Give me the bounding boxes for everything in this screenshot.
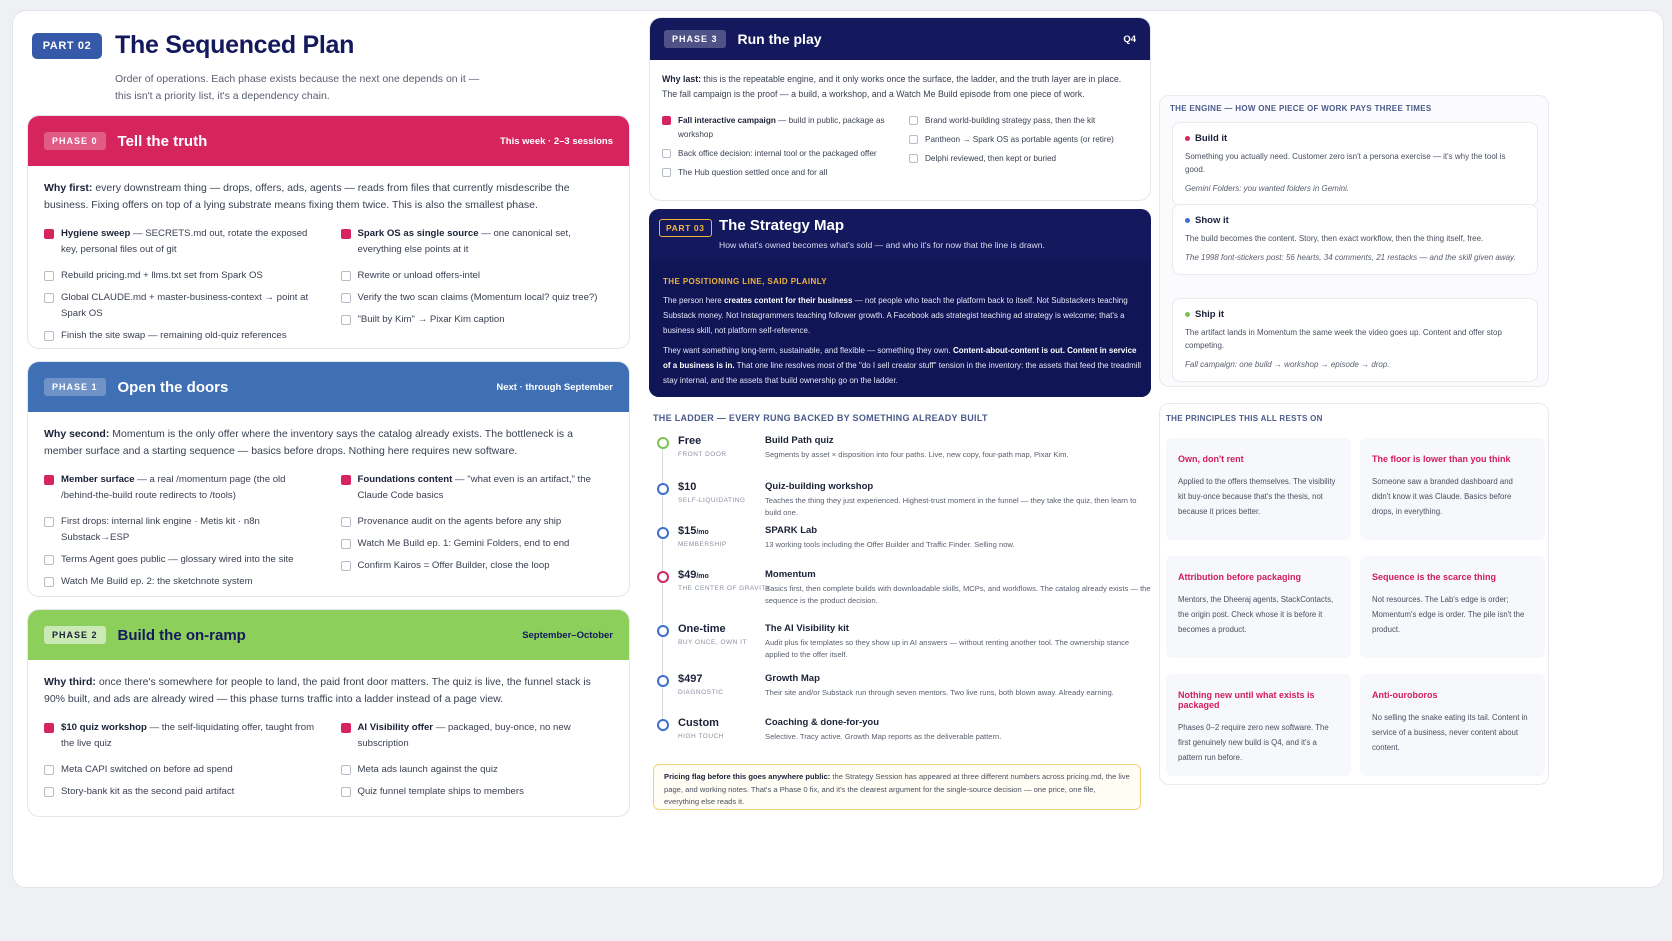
checklist-item[interactable] bbox=[44, 472, 317, 504]
checklist-item-text: AI Visibility offer — packaged, buy-once, no new subscription bbox=[357, 722, 571, 749]
checklist-item[interactable] bbox=[341, 268, 614, 284]
rung-name: The AI Visibility kit bbox=[765, 623, 849, 634]
checkbox-icon[interactable] bbox=[44, 765, 54, 775]
bullet-dot-icon bbox=[1185, 218, 1190, 223]
ladder-rung bbox=[653, 435, 1153, 485]
phase-title: Build the on-ramp bbox=[117, 626, 246, 644]
checklist-item-text: Member surface — a real /momentum page (the old /behind-the-build route redirects to /tools) bbox=[61, 474, 286, 501]
rung-price: $49/mo bbox=[678, 569, 709, 581]
checklist-item-text: Brand world-building strategy pass, then the kit bbox=[925, 116, 1096, 125]
principle-card bbox=[1360, 556, 1545, 658]
checklist-item-text: $10 quiz workshop — the self-liquidating offer, taught from the live quiz bbox=[61, 722, 315, 749]
right-checklist bbox=[341, 720, 614, 806]
positioning-paragraph-1: The person here creates content for their business — not people who teach the platform back to itself. Not Substackers teaching Substack money. Not Instagrammers teaching follower growth. A Facebook ads strategist teaching ad strategy is welcome; that's a business skill, not platform self-reference. bbox=[663, 296, 1128, 335]
checklist-item[interactable] bbox=[341, 514, 614, 530]
rung-description: Segments by asset × disposition into four paths. Live, new copy, four-path map, Pixar Kim. bbox=[765, 450, 1069, 459]
principle-card bbox=[1360, 674, 1545, 776]
checklist-item[interactable] bbox=[341, 472, 614, 504]
principles-label: THE PRINCIPLES THIS ALL RESTS ON bbox=[1166, 414, 1323, 423]
checklist-item[interactable] bbox=[341, 312, 614, 328]
principle-card bbox=[1360, 438, 1545, 540]
checklist-item-text: Watch Me Build ep. 2: the sketchnote system bbox=[61, 576, 253, 587]
rung-subtitle: FRONT DOOR bbox=[678, 451, 727, 458]
checklist-item[interactable] bbox=[341, 720, 614, 752]
principle-description: Someone saw a branded dashboard and didn't know it was Claude. Basics before drops, in everything. bbox=[1372, 477, 1513, 516]
principle-title: Own, don't rent bbox=[1178, 454, 1244, 464]
ladder bbox=[653, 435, 1153, 765]
part-tag: PART 02 bbox=[32, 33, 102, 59]
checklist-item-text: Verify the two scan claims (Momentum local? quiz tree?) bbox=[357, 292, 598, 303]
phase-why: Why second: Momentum is the only offer where the inventory says the catalog already exists. The bottleneck is a member surface and a starting sequence — basics before drops. Nothing here requires new software. bbox=[44, 428, 573, 457]
rung-description: Teaches the thing they just experienced. Highest-trust moment in the funnel — they take the quiz, then learn to build one. bbox=[765, 496, 1137, 517]
checklist-item-text: Foundations content — "what even is an artifact," the Claude Code basics bbox=[357, 474, 591, 501]
checkbox-icon[interactable] bbox=[44, 577, 54, 587]
checkbox-icon[interactable] bbox=[341, 315, 351, 325]
engine-label: THE ENGINE — HOW ONE PIECE OF WORK PAYS THREE TIMES bbox=[1170, 104, 1432, 113]
rung-price: One-time bbox=[678, 623, 726, 635]
ladder-rung bbox=[653, 525, 1153, 575]
checklist-item[interactable] bbox=[662, 166, 891, 180]
principle-title: The floor is lower than you think bbox=[1372, 454, 1511, 464]
ladder-label: THE LADDER — EVERY RUNG BACKED BY SOMETHING ALREADY BUILT bbox=[653, 413, 988, 423]
rung-circle-icon bbox=[657, 625, 669, 637]
rung-description: Audit plus fix templates so they show up in AI answers — without renting another tool. The ownership stance applied to the offer itself. bbox=[765, 638, 1130, 659]
engine-step-description: The artifact lands in Momentum the same week the video goes up. Content and offer stop competing. bbox=[1185, 328, 1502, 350]
checklist-item-text: Provenance audit on the agents before any ship bbox=[357, 516, 562, 527]
principle-card bbox=[1166, 438, 1351, 540]
principle-title: Nothing new until what exists is packaged bbox=[1178, 690, 1315, 710]
engine-step-description: The build becomes the content. Story, then exact workflow, then the thing itself, free. bbox=[1185, 234, 1484, 243]
checklist-item-text: Story-bank kit as the second paid artifact bbox=[61, 786, 235, 797]
checkbox-filled-icon[interactable] bbox=[44, 229, 54, 239]
principle-description: Mentors, the Dheeraj agents, StackContacts, the origin post. Check whose it is before it becomes a product. bbox=[1178, 595, 1334, 634]
checkbox-icon[interactable] bbox=[909, 154, 918, 163]
checkbox-icon[interactable] bbox=[341, 787, 351, 797]
bullet-dot-icon bbox=[1185, 136, 1190, 141]
checkbox-icon[interactable] bbox=[341, 765, 351, 775]
checkbox-icon[interactable] bbox=[341, 293, 351, 303]
engine-step bbox=[1172, 122, 1538, 206]
rung-name: Growth Map bbox=[765, 673, 820, 684]
checklist-item[interactable] bbox=[44, 268, 317, 284]
checkbox-icon[interactable] bbox=[662, 149, 671, 158]
phase-2-card bbox=[27, 609, 630, 817]
phase-when: September–October bbox=[522, 629, 613, 641]
checklist-item-text: Pantheon → Spark OS as portable agents (or retire) bbox=[925, 135, 1114, 144]
positioning-paragraph-2: They want something long-term, sustainable, and flexible — something they own. Content-about-content is out. Content in service of a business is in. That one line resolves most of the "do I sell creator stuff" tension in the inventory: the assets that feed the treadmill stay internal, and the assets that build ownership go on the ladder. bbox=[663, 346, 1142, 385]
phase-3-header bbox=[650, 18, 1150, 60]
phase-1-card bbox=[27, 361, 630, 597]
page-subtitle: Order of operations. Each phase exists because the next one depends on it — this isn't a priority list, it's a dependency chain. bbox=[115, 73, 480, 102]
checklist-item[interactable] bbox=[341, 226, 614, 258]
checklist-item[interactable] bbox=[909, 152, 1138, 166]
rung-circle-icon bbox=[657, 527, 669, 539]
left-checklist bbox=[44, 472, 317, 596]
checkbox-filled-icon[interactable] bbox=[44, 475, 54, 485]
rung-price: $15/mo bbox=[678, 525, 709, 537]
ladder-rung bbox=[653, 569, 1153, 619]
engine-step-title: Build it bbox=[1195, 133, 1228, 144]
ladder-rung bbox=[653, 481, 1153, 531]
checkbox-icon[interactable] bbox=[341, 539, 351, 549]
checklist-item[interactable] bbox=[44, 574, 317, 590]
checklist-item[interactable] bbox=[662, 114, 891, 142]
engine-step-example: The 1998 font-stickers post: 56 hearts, 34 comments, 21 restacks — and the skill given away. bbox=[1185, 253, 1516, 262]
phase-tag: PHASE 0 bbox=[44, 132, 106, 150]
phase-title: Open the doors bbox=[117, 378, 229, 396]
checkbox-icon[interactable] bbox=[341, 517, 351, 527]
checklist-item-text: Terms Agent goes public — glossary wired into the site bbox=[61, 554, 294, 565]
rung-circle-icon bbox=[657, 437, 669, 449]
checklist-item-text: Rewrite or unload offers-intel bbox=[357, 270, 480, 281]
checkbox-icon[interactable] bbox=[44, 331, 54, 341]
rung-name: Quiz-building workshop bbox=[765, 481, 874, 492]
checkbox-filled-icon[interactable] bbox=[44, 723, 54, 733]
principle-card bbox=[1166, 556, 1351, 658]
checklist-item[interactable] bbox=[44, 720, 317, 752]
strategy-subtitle: How what's owned becomes what's sold — and who it's for now that the line is drawn. bbox=[719, 240, 1045, 250]
phase-1-header bbox=[28, 362, 629, 412]
rung-name: Momentum bbox=[765, 569, 816, 580]
rung-price: $497 bbox=[678, 673, 703, 685]
principle-title: Attribution before packaging bbox=[1178, 572, 1302, 582]
checkbox-icon[interactable] bbox=[44, 517, 54, 527]
checklist-item[interactable] bbox=[44, 514, 317, 546]
checklist-item-text: Confirm Kairos = Offer Builder, close the loop bbox=[357, 560, 550, 571]
rung-subtitle: THE CENTER OF GRAVITY bbox=[678, 585, 771, 592]
checkbox-icon[interactable] bbox=[909, 116, 918, 125]
checkbox-filled-icon[interactable] bbox=[341, 229, 351, 239]
rung-subtitle: MEMBERSHIP bbox=[678, 541, 727, 548]
phase-when: Next · through September bbox=[496, 381, 613, 393]
checklist-item-text: Watch Me Build ep. 1: Gemini Folders, end to end bbox=[357, 538, 570, 549]
checklist-item-text: Global CLAUDE.md + master-business-context → point at Spark OS bbox=[61, 292, 309, 319]
checklist-item-text: Hygiene sweep — SECRETS.md out, rotate the exposed key, personal files out of git bbox=[61, 228, 308, 255]
checkbox-icon[interactable] bbox=[44, 787, 54, 797]
checkbox-filled-icon[interactable] bbox=[662, 116, 671, 125]
rung-circle-icon bbox=[657, 675, 669, 687]
phase-0-header bbox=[28, 116, 629, 166]
left-checklist bbox=[662, 114, 891, 185]
checklist-item[interactable] bbox=[341, 784, 614, 800]
phase-why: Why first: every downstream thing — drops, offers, ads, agents — reads from files that currently misdescribe the business. Fixing offers on top of a lying substrate means fixing them twice. This is also the smallest phase. bbox=[44, 182, 570, 211]
rung-price: $10 bbox=[678, 481, 697, 493]
engine-step-title: Show it bbox=[1195, 215, 1229, 226]
engine-step-example: Gemini Folders: you wanted folders in Gemini. bbox=[1185, 184, 1350, 193]
engine-panel bbox=[1159, 95, 1549, 387]
checklist-item-text: The Hub question settled once and for all bbox=[678, 168, 828, 177]
checkbox-icon[interactable] bbox=[662, 168, 671, 177]
principle-title: Anti-ouroboros bbox=[1372, 690, 1438, 700]
checklist-item-text: Meta CAPI switched on before ad spend bbox=[61, 764, 233, 775]
ladder-rung bbox=[653, 673, 1153, 723]
phase-tag: PHASE 3 bbox=[664, 30, 726, 48]
engine-step-title: Ship it bbox=[1195, 309, 1225, 320]
right-checklist bbox=[341, 472, 614, 596]
rung-circle-icon bbox=[657, 719, 669, 731]
checklist-item[interactable] bbox=[341, 536, 614, 552]
checklist-item-text: Spark OS as single source — one canonical set, everything else points at it bbox=[357, 228, 571, 255]
checklist-item-text: Quiz funnel template ships to members bbox=[357, 786, 524, 797]
phase-3-card bbox=[649, 17, 1151, 201]
checklist-item-text: First drops: internal link engine · Metis kit · n8n Substack→ESP bbox=[61, 516, 260, 543]
strategy-title: The Strategy Map bbox=[719, 217, 845, 234]
checklist-item[interactable] bbox=[44, 290, 317, 322]
phase-2-header bbox=[28, 610, 629, 660]
checklist-item-text: Meta ads launch against the quiz bbox=[357, 764, 498, 775]
principle-description: Not resources. The Lab's edge is order; Momentum's edge is order. The pile isn't the product. bbox=[1372, 595, 1525, 634]
rung-name: SPARK Lab bbox=[765, 525, 818, 536]
checkbox-icon[interactable] bbox=[44, 271, 54, 281]
checkbox-icon[interactable] bbox=[341, 271, 351, 281]
rung-subtitle: DIAGNOSTIC bbox=[678, 689, 724, 696]
bullet-dot-icon bbox=[1185, 312, 1190, 317]
phase-tag: PHASE 1 bbox=[44, 378, 106, 396]
rung-circle-icon bbox=[657, 483, 669, 495]
principle-description: Applied to the offers themselves. The visibility kit buy-once because that's the thesis, not because it prices better. bbox=[1178, 477, 1336, 516]
engine-step-example: Fall campaign: one build → workshop → episode → drop. bbox=[1185, 360, 1390, 369]
page bbox=[12, 10, 1664, 888]
principle-card bbox=[1166, 674, 1351, 776]
principle-description: Phases 0–2 require zero new software. The first genuinely new build is Q4, and it's a pattern run before. bbox=[1178, 723, 1329, 762]
checklist-item[interactable] bbox=[341, 290, 614, 306]
engine-step-description: Something you actually need. Customer zero isn't a persona exercise — it's why the tool is good. bbox=[1185, 152, 1506, 174]
rung-price: Custom bbox=[678, 717, 719, 729]
checklist-item[interactable] bbox=[909, 133, 1138, 147]
positioning-panel bbox=[649, 261, 1151, 397]
engine-step bbox=[1172, 298, 1538, 382]
positioning-label: THE POSITIONING LINE, SAID PLAINLY bbox=[663, 277, 827, 286]
part-tag: PART 03 bbox=[659, 219, 712, 237]
checkbox-filled-icon[interactable] bbox=[341, 723, 351, 733]
rung-name: Build Path quiz bbox=[765, 435, 834, 446]
checklist-item[interactable] bbox=[341, 762, 614, 778]
checklist-item[interactable] bbox=[44, 762, 317, 778]
checkbox-icon[interactable] bbox=[44, 555, 54, 565]
left-checklist bbox=[44, 720, 317, 806]
rung-subtitle: HIGH TOUCH bbox=[678, 733, 724, 740]
rung-description: Basics first, then complete builds with downloadable skills, MCPs, and workflows. The catalog already exists — the sequence is the product decision. bbox=[765, 584, 1151, 605]
checklist-item-text: Delphi reviewed, then kept or buried bbox=[925, 154, 1057, 163]
ladder-rung bbox=[653, 717, 1153, 767]
checkbox-icon[interactable] bbox=[341, 561, 351, 571]
checkbox-filled-icon[interactable] bbox=[341, 475, 351, 485]
checkbox-icon[interactable] bbox=[44, 293, 54, 303]
rung-subtitle: BUY ONCE, OWN IT bbox=[678, 639, 747, 646]
checklist-item[interactable] bbox=[341, 558, 614, 574]
rung-description: 13 working tools including the Offer Builder and Traffic Finder. Selling now. bbox=[765, 540, 1015, 549]
principle-title: Sequence is the scarce thing bbox=[1372, 572, 1497, 582]
ladder-rung bbox=[653, 623, 1153, 673]
checklist-item[interactable] bbox=[44, 226, 317, 258]
checklist-item-text: Back office decision: internal tool or the packaged offer bbox=[678, 149, 877, 158]
pricing-flag: Pricing flag before this goes anywhere public: the Strategy Session has appeared at three different numbers across pricing.md, the live page, and working notes. That's a Phase 0 fix, and it's the clearest argument for the single-source decision — one price, one file, everything else reads it. bbox=[653, 764, 1141, 810]
rung-name: Coaching & done-for-you bbox=[765, 717, 879, 728]
phase-when: Q4 bbox=[1123, 33, 1136, 45]
checklist-item[interactable] bbox=[44, 552, 317, 568]
phase-tag: PHASE 2 bbox=[44, 626, 106, 644]
checklist-item[interactable] bbox=[44, 328, 317, 344]
phase-title: Run the play bbox=[737, 31, 822, 47]
rung-subtitle: SELF-LIQUIDATING bbox=[678, 497, 746, 504]
checklist-item[interactable] bbox=[44, 784, 317, 800]
rung-description: Selective. Tracy active. Growth Map reports as the deliverable pattern. bbox=[765, 732, 1002, 741]
engine-step bbox=[1172, 204, 1538, 275]
checklist-item-text: Fall interactive campaign — build in public, package as workshop bbox=[678, 116, 885, 139]
checkbox-icon[interactable] bbox=[909, 135, 918, 144]
phase-why: Why third: once there's somewhere for people to land, the paid front door matters. The quiz is live, the funnel stack is 90% built, and ads are already wired — this phase turns traffic into a ladder instead of a page view. bbox=[44, 676, 591, 705]
checklist-item-text: Rebuild pricing.md + llms.txt set from Spark OS bbox=[61, 270, 263, 281]
checklist-item[interactable] bbox=[909, 114, 1138, 128]
right-checklist bbox=[341, 226, 614, 349]
checklist-item-text: "Built by Kim" → Pixar Kim caption bbox=[357, 314, 505, 325]
phase-0-card bbox=[27, 115, 630, 349]
phase-when: This week · 2–3 sessions bbox=[499, 135, 613, 147]
rung-description: Their site and/or Substack run through seven mentors. Two live runs, both blown away. Already earning. bbox=[765, 688, 1114, 697]
phase-title: Tell the truth bbox=[117, 132, 208, 150]
checklist-item[interactable] bbox=[662, 147, 891, 161]
checklist-item-text: Finish the site swap — remaining old-quiz references bbox=[61, 330, 287, 341]
rung-price: Free bbox=[678, 435, 702, 447]
rung-circle-icon bbox=[657, 571, 669, 583]
principles-panel bbox=[1159, 403, 1549, 785]
strategy-map-card bbox=[649, 209, 1151, 397]
principle-description: No selling the snake eating its tail. Content in service of a business, never content about content. bbox=[1372, 713, 1528, 752]
right-checklist bbox=[909, 114, 1138, 185]
phase-why: Why last: this is the repeatable engine, and it only works once the surface, the ladder, and the truth layer are in place. The fall campaign is the proof — a build, a workshop, and a Watch Me Build episode from one piece of work. bbox=[662, 74, 1122, 99]
left-checklist bbox=[44, 226, 317, 349]
page-title: The Sequenced Plan bbox=[115, 31, 355, 59]
